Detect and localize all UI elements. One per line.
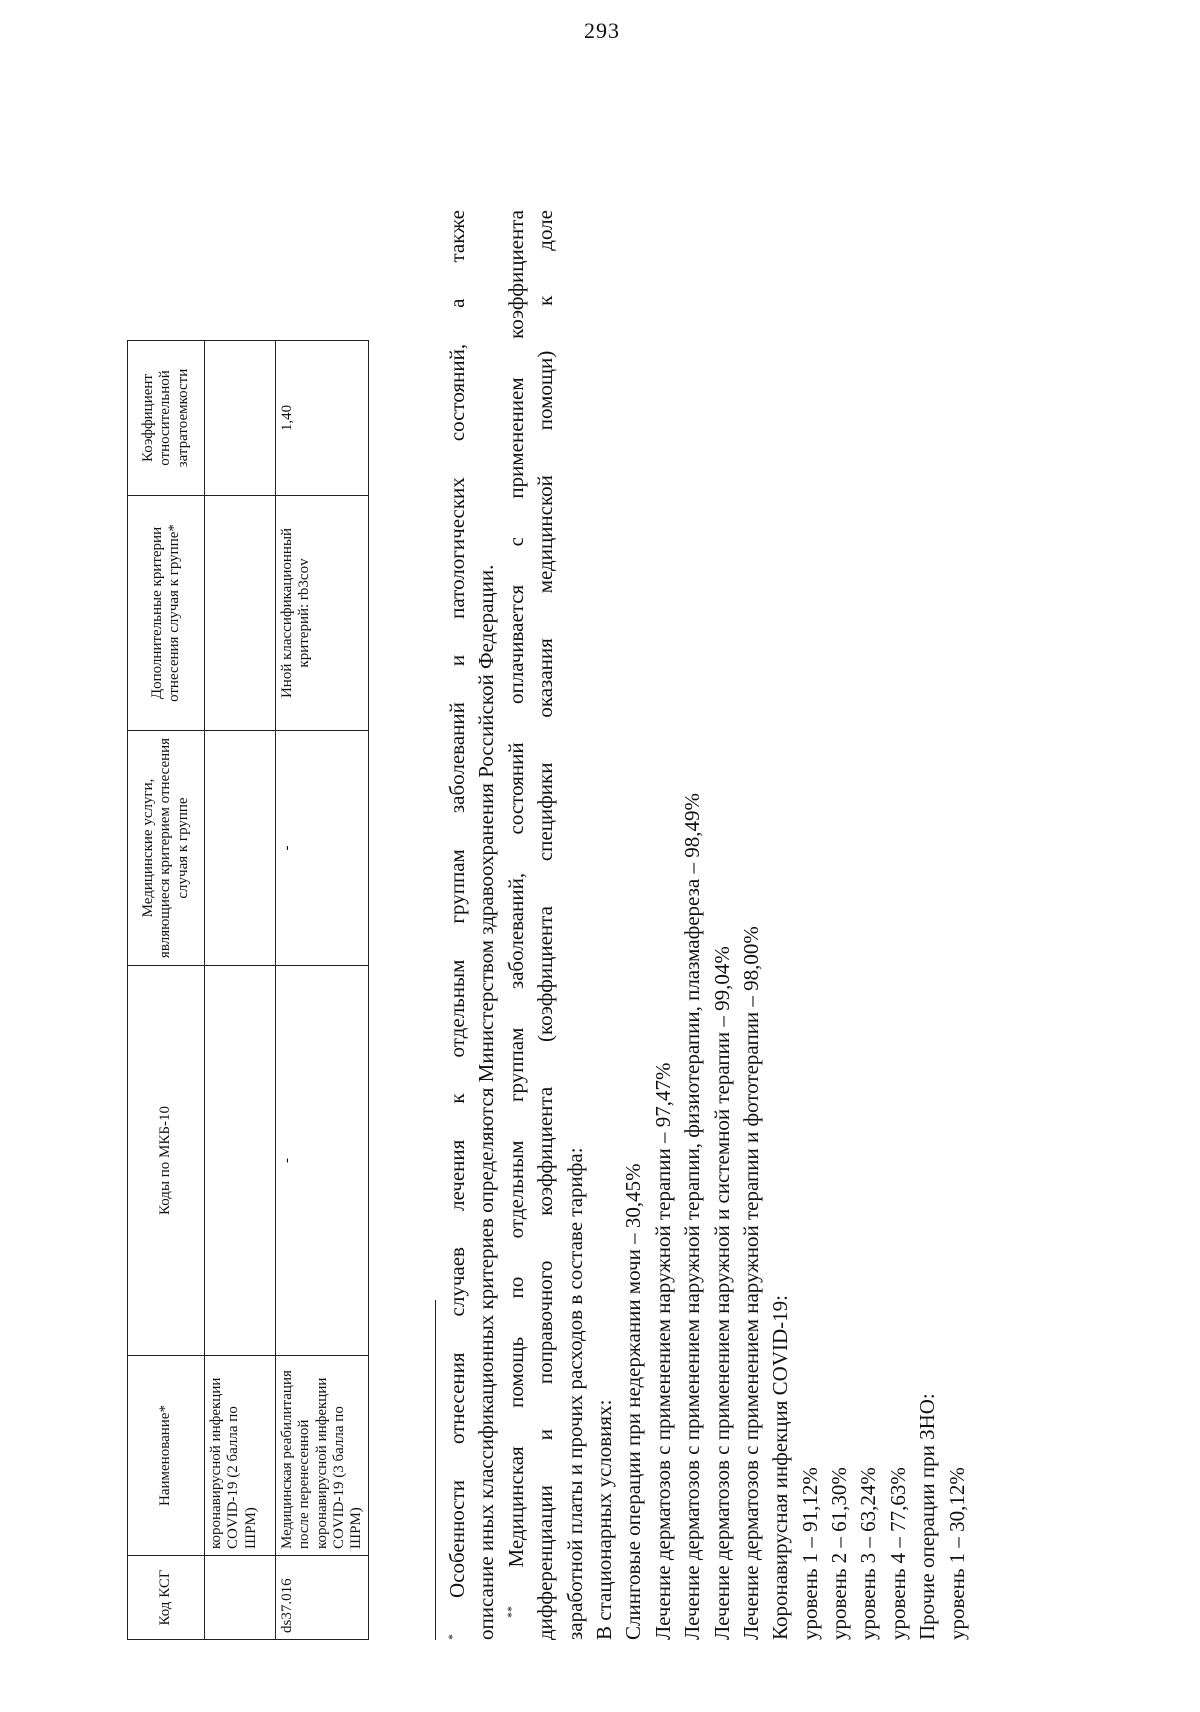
footnotes	[443, 210, 972, 1640]
list-item: Слинговые операции при недержании мочи – 30,45%	[621, 1163, 646, 1640]
footnote-2-line-3: заработной платы и прочих расходов в составе тарифа:	[562, 1147, 587, 1640]
list-item: Лечение дерматозов с применением наружной терапии и фототерапии – 98,00%	[738, 926, 763, 1640]
cell-services: -	[276, 731, 369, 966]
list-item: уровень 2 – 61,30%	[827, 1467, 852, 1640]
list-item: уровень 1 – 91,12%	[797, 1467, 822, 1640]
footnote-1-line-1	[443, 210, 472, 1640]
cell-name: Медицинская реабилитация после перенесенной коронавирусной инфекции COVID-19 (3 балла по ШРМ)	[276, 1356, 369, 1556]
header-coef: Коэффициент относительной затратоемкости	[128, 341, 205, 496]
cell-mkb	[205, 966, 276, 1356]
cell-coef	[205, 341, 276, 496]
list-item: Лечение дерматозов с применением наружной и системной терапии – 99,04%	[709, 946, 734, 1640]
cell-mkb: -	[276, 966, 369, 1356]
list-item: Коронавирусная инфекция COVID-19:	[768, 1294, 793, 1640]
cell-name: коронавирусной инфекции COVID-19 (2 балла по ШРМ)	[205, 1356, 276, 1556]
ksg-table	[127, 340, 369, 1640]
page-number: 293	[584, 18, 620, 43]
footnote-text: Медицинская помощь по отдельным группам заболеваний, состояний оплачивается с применением коэффициента	[503, 210, 528, 1568]
footnote-marker: *	[445, 1634, 459, 1640]
table-row	[276, 341, 369, 1640]
footnote-text: Особенности отнесения случаев лечения к отдельным группам заболеваний и патологических состояний, а также	[445, 209, 469, 1598]
footnote-2-line-1	[502, 210, 531, 1640]
list-item: уровень 4 – 77,63%	[885, 1467, 910, 1640]
header-mkb: Коды по МКБ-10	[128, 966, 205, 1356]
list-item: Лечение дерматозов с применением наружной терапии – 97,47%	[650, 1062, 675, 1640]
list-item: Прочие операции при ЗНО:	[915, 1393, 940, 1640]
footnote-marker: **	[503, 1606, 518, 1618]
header-services: Медицинские услуги, являющиеся критерием отнесения случая к группе	[128, 731, 205, 966]
cell-code: ds37.016	[276, 1556, 369, 1640]
footnote-2-line-2: дифференциации и поправочного коэффициента (коэффициента специфики оказания медицинской помощи) к доле	[533, 210, 558, 1640]
header-code: Код КСГ	[128, 1556, 205, 1640]
cell-code	[205, 1556, 276, 1640]
list-item: Лечение дерматозов с применением наружной терапии, физиотерапии, плазмафереза – 98,49%	[680, 793, 705, 1640]
cell-criteria	[205, 496, 276, 731]
list-item: уровень 3 – 63,24%	[856, 1467, 881, 1640]
rotated-content	[105, 60, 1045, 1640]
table-row	[205, 341, 276, 1640]
list-item: уровень 1 – 30,12%	[944, 1467, 969, 1640]
list-item: В стационарных условиях:	[591, 1399, 616, 1640]
header-criteria: Дополнительные критерии отнесения случая к группе*	[128, 496, 205, 731]
header-name: Наименование*	[128, 1356, 205, 1556]
cell-coef: 1,40	[276, 341, 369, 496]
cell-criteria: Иной классификационный критерий: rb3cov	[276, 496, 369, 731]
table-header-row	[128, 341, 205, 1640]
footnote-separator	[435, 1300, 436, 1640]
footnote-1-line-2: описание иных классификационных критериев определяются Министерством здравоохранения Российской Федерации.	[474, 564, 499, 1640]
cell-services	[205, 731, 276, 966]
